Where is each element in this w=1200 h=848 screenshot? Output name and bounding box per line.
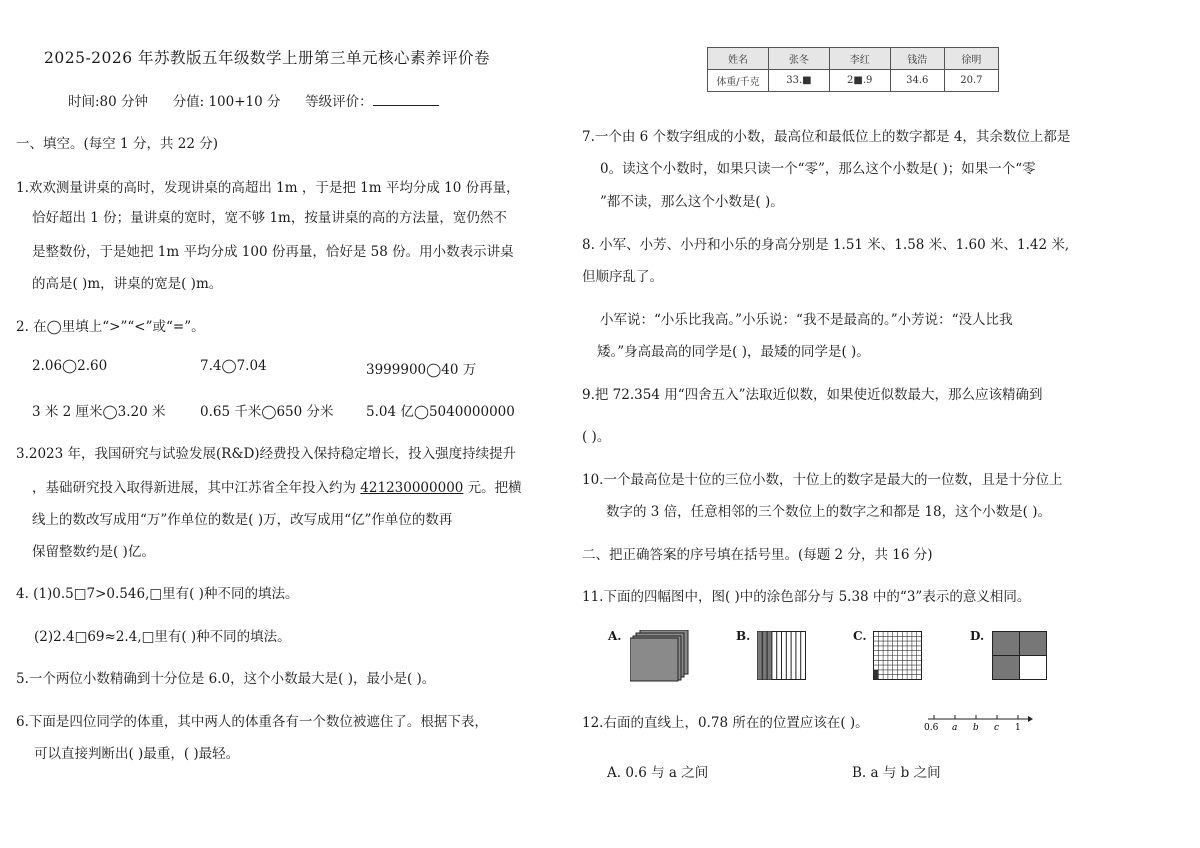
header-cell: 姓名 xyxy=(708,48,769,70)
q3-line-2 xyxy=(32,476,522,496)
q2-stem: 2. 在◯里填上“>”“<”或“=”。 xyxy=(16,319,205,335)
section-2-heading: 二、把正确答案的序号填在括号里。(每题 2 分，共 16 分) xyxy=(582,547,933,563)
option-c-label: C. xyxy=(853,629,867,643)
weight-table-header xyxy=(708,48,999,70)
q12-stem: 12.右面的直线上，0.78 所在的位置应该在( )。 xyxy=(582,715,869,731)
q8-line-3: 小军说：“小乐比我高。”小乐说：“我不是最高的。”小芳说：“没人比我 xyxy=(600,312,1013,328)
q11-option-c xyxy=(853,628,867,644)
page-title: 2025-2026 年苏教版五年级数学上册第三单元核心素养评价卷 xyxy=(44,49,491,67)
q9-line-1: 9.把 72.354 用“四舍五入”法取近似数，如果使近似数最大，那么应该精确到 xyxy=(582,387,1043,403)
q6-line-1: 6.下面是四位同学的体重，其中两人的体重各有一个数位被遮住了。根据下表， xyxy=(16,714,488,730)
q6-line-2: 可以直接判断出( )最重，( )最轻。 xyxy=(34,746,240,762)
tick-label: c xyxy=(994,723,1000,733)
header-cell: 徐明 xyxy=(944,48,998,70)
q12-option-b: B. a 与 b 之间 xyxy=(852,765,941,781)
option-a-label: A. xyxy=(608,629,622,643)
q1-line-2: 恰好超出 1 份；量讲桌的宽时，宽不够 1m，按量讲桌的高的方法量，宽仍然不 xyxy=(32,210,507,226)
q3-line-1: 3.2023 年，我国研究与试验发展(R&D)经费投入保持稳定增长，投入强度持续提升 xyxy=(16,446,517,462)
weight-table xyxy=(707,47,999,92)
tick-label: a xyxy=(952,723,958,733)
tick-label: 0.6 xyxy=(924,723,939,733)
q2-item-4: 3 米 2 厘米◯3.20 米 xyxy=(32,404,166,420)
q11-figure-c xyxy=(873,631,923,681)
q10-line-1: 10.一个最高位是十位的三位小数，十位上的数字是最大的一位数，且是十分位上 xyxy=(582,472,1063,488)
q4-part-1: 4. (1)0.5□7>0.546,□里有( )种不同的填法。 xyxy=(16,586,299,602)
q7-line-1: 7.一个由 6 个数字组成的小数，最高位和最低位上的数字都是 4，其余数位上都是 xyxy=(582,129,1071,145)
q2-item-1: 2.06◯2.60 xyxy=(32,358,108,374)
q7-line-3: ”都不读，那么这个小数是( )。 xyxy=(600,194,784,210)
q1-line-1: 1.欢欢测量讲桌的高时，发现讲桌的高超出 1m ，于是把 1m 平均分成 10 份再量， xyxy=(16,180,520,196)
grade-label: 等级评价： xyxy=(305,94,373,110)
q2-item-6: 5.04 亿◯5040000000 xyxy=(366,404,515,420)
grade-blank[interactable] xyxy=(373,91,439,106)
q11-stem: 11.下面的四幅图中，图( )中的涂色部分与 5.38 中的“3”表示的意义相同。 xyxy=(582,589,1031,605)
header-cell: 李红 xyxy=(829,48,890,70)
q1-line-3: 是整数份，于是她把 1m 平均分成 100 份再量，恰好是 58 份。用小数表示讲桌 xyxy=(32,244,514,260)
q7-line-2: 0。读这个小数时，如果只读一个“零”，那么这个小数是( )；如果一个“零 xyxy=(600,161,1036,177)
q8-line-2: 但顺序乱了。 xyxy=(582,269,663,285)
q2-item-5: 0.65 千米◯650 分米 xyxy=(200,404,334,420)
option-b-label: B. xyxy=(736,629,751,643)
header-cell: 张冬 xyxy=(769,48,830,70)
exam-meta xyxy=(68,90,439,110)
q8-line-4: 矮。”身高最高的同学是( )，最矮的同学是( )。 xyxy=(597,344,870,360)
score-label: 分值: 100+10 分 xyxy=(172,94,281,110)
weight-cell: 2■.9 xyxy=(829,70,890,92)
row-label: 体重/千克 xyxy=(708,70,769,92)
q3-line-2-pre: ，基础研究投入取得新进展，其中江苏省全年投入约为 xyxy=(32,480,361,496)
q2-item-3: 3999900◯40 万 xyxy=(366,362,477,378)
q3-line-2-post: 元。把横 xyxy=(463,480,522,496)
header-cell: 钱浩 xyxy=(890,48,944,70)
q3-line-4: 保留整数约是( )亿。 xyxy=(32,544,155,560)
option-d-label: D. xyxy=(970,629,985,643)
q12-option-a: A. 0.6 与 a 之间 xyxy=(607,765,709,781)
tick-label: b xyxy=(973,723,979,733)
q11-figure-a xyxy=(630,630,692,682)
q3-underlined-number: 421230000000 xyxy=(360,480,464,496)
weight-cell: 20.7 xyxy=(944,70,998,92)
tick-label: 1 xyxy=(1015,723,1021,733)
q11-option-a xyxy=(608,628,622,644)
weight-table-row xyxy=(708,70,999,92)
section-1-heading: 一、填空。(每空 1 分，共 22 分) xyxy=(16,136,218,152)
q2-item-2: 7.4◯7.04 xyxy=(200,358,267,374)
weight-cell: 34.6 xyxy=(890,70,944,92)
q11-figure-b xyxy=(757,631,807,681)
weight-cell: 33.■ xyxy=(769,70,830,92)
q11-figure-d xyxy=(992,631,1048,681)
q1-line-4: 的高是( )m，讲桌的宽是( )m。 xyxy=(32,276,223,292)
q11-option-d xyxy=(970,628,984,644)
q9-line-2: ( )。 xyxy=(582,429,611,445)
q3-line-3: 线上的数改写成用“万”作单位的数是( )万，改写成用“亿”作单位的数再 xyxy=(32,512,453,528)
q8-line-1: 8. 小军、小芳、小丹和小乐的身高分别是 1.51 米、1.58 米、1.60 米、1.42 米, xyxy=(582,237,1070,253)
q5: 5.一个两位小数精确到十分位是 6.0，这个小数最大是( )，最小是( )。 xyxy=(16,671,436,687)
time-label: 时间:80 分钟 xyxy=(68,94,149,110)
q10-line-2: 数字的 3 倍，任意相邻的三个数位上的数字之和都是 18，这个小数是( )。 xyxy=(606,504,1051,520)
q11-option-b xyxy=(736,628,750,644)
q12-number-line xyxy=(924,708,1034,734)
q4-part-2: (2)2.4□69≈2.4,□里有( )种不同的填法。 xyxy=(34,629,291,645)
